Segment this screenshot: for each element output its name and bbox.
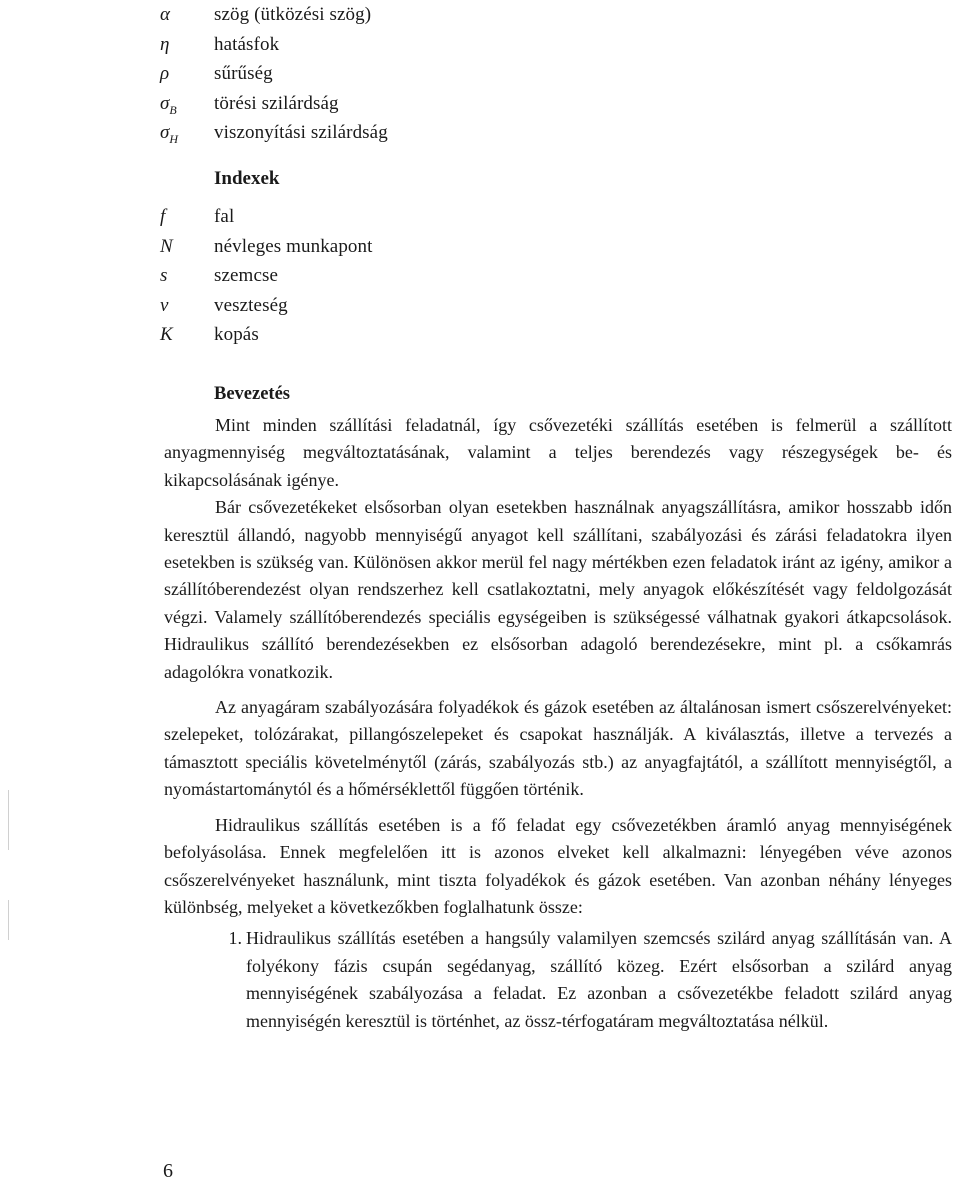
numbered-list [164, 925, 952, 1035]
symbol-description: sűrűség [214, 63, 273, 84]
symbol-description: viszonyítási szilárdság [214, 122, 388, 143]
symbol: η [160, 33, 170, 55]
list-item [164, 925, 952, 1035]
index-description: fal [214, 206, 235, 227]
index-list [160, 206, 373, 354]
symbol-description: törési szilárdság [214, 92, 339, 114]
scan-margin-line [8, 900, 9, 940]
page-number: 6 [163, 1160, 173, 1182]
paragraph: Az anyagáram szabályozására folyadékok és gázok esetében az általánosan ismert csőszerelvényeket: szelepeket, tolózárakat, pillangószelepeket és csapokat használják. A kiválasztás, illetve a tervezés a támasztott speciális követelménytől (zárás, szabályozás stb.) az anyagfajtától, a szállított mennyiségtől, a nyomástartománytól és a hőmérséklettől függően történik. [164, 697, 952, 800]
indexes-heading: Indexek [214, 168, 280, 189]
symbol-row [160, 122, 388, 152]
index-description: szemcse [214, 265, 278, 286]
index-description: veszteség [214, 294, 288, 316]
index-row [160, 295, 373, 325]
index-row [160, 265, 373, 295]
symbol-row [160, 93, 388, 123]
symbol-list [160, 4, 388, 152]
body-text [164, 412, 952, 1035]
index-symbol: v [160, 294, 169, 316]
paragraph: Hidraulikus szállítás esetében is a fő feladat egy csővezetékben áramló anyag mennyiségének befolyásolása. Ennek megfelelően itt is azonos elveket kell alkalmazni: lényegében véve azonos csőszerelvényeket használunk, mint tiszta folyadékok és gázok esetében. Van azonban néhány lényeges különbség, melyeket a következőkben foglalhatunk össze: [164, 814, 952, 917]
index-row [160, 236, 373, 266]
paragraph: Mint minden szállítási feladatnál, így csővezetéki szállítás esetében is felmerül a szállított anyagmennyiség megváltoztatásának, valamint a teljes berendezés vagy részegységek be- és kikapcsolásának igénye. [164, 415, 952, 490]
list-number: 1. [228, 928, 242, 949]
list-text: Hidraulikus szállítás esetében a hangsúly valamilyen szemcsés szilárd anyag szállításán van. A folyékony fázis csupán segédanyag, szállító közeg. Ezért elsősorban a szilárd anyag mennyiségének szabályozása a feladat. Ez azonban a csővezetékbe feladott szilárd anyag mennyiségén keresztül is történhet, az össz-térfogatáram megváltoztatása nélkül. [246, 928, 952, 1031]
symbol-row [160, 63, 388, 93]
symbol: $\sigma_H$ [160, 122, 179, 146]
symbol: ρ [160, 63, 170, 84]
index-symbol: K [160, 324, 173, 345]
scan-margin-line [8, 790, 9, 850]
symbol-row [160, 4, 388, 34]
index-symbol: s [160, 265, 168, 286]
symbol-description: hatásfok [214, 33, 280, 55]
index-row [160, 324, 373, 354]
index-symbol: f [160, 206, 166, 227]
index-description: névleges munkapont [214, 235, 373, 257]
index-symbol: N [160, 235, 173, 257]
symbol-row [160, 34, 388, 64]
index-description: kopás [214, 324, 259, 345]
symbol-description: szög (ütközési szög) [214, 4, 372, 25]
section-heading: Bevezetés [214, 384, 291, 404]
symbol: $\sigma_B$ [160, 92, 177, 117]
index-row [160, 206, 373, 236]
symbol: α [160, 4, 170, 25]
paragraph: Bár csővezetékeket elsősorban olyan esetekben használnak anyagszállításra, amikor hosszabb időn keresztül állandó, nagyobb mennyiségű anyagot kell szállítani, szabályozási és zárási feladatokra ilyen esetekben is szükség van. Különösen akkor merül fel nagy mértékben ezen feladatok iránt az igény, amikor a szállítóberendezést olyan rendszerhez kell csatlakoztatni, mely anyagok előkészítését vagy feldolgozását végzi. Valamely szállítóberendezés speciális egységeiben is szükségessé válhatnak gyakori átkapcsolások. Hidraulikus szállító berendezésekben ez elsősorban adagoló berendezésekre, mint pl. a csőkamrás adagolókra vonatkozik. [164, 497, 952, 682]
